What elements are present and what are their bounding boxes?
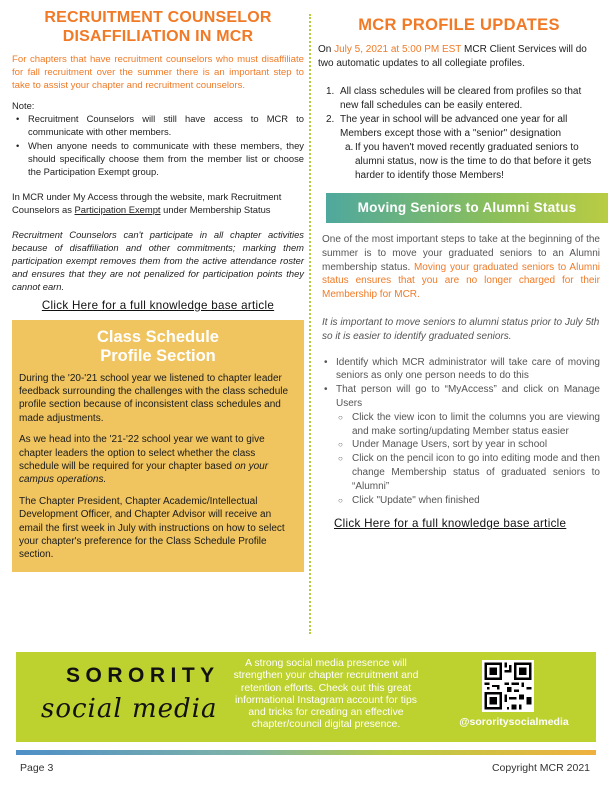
sub-list-item: [340, 141, 600, 183]
seniors-italic-note: It is important to move seniors to alumni status prior to July 5th so it is easier to identify graduated seniors.: [322, 316, 600, 342]
class-schedule-p2: [19, 433, 297, 487]
step-item: [322, 383, 600, 507]
mcr-profile-intro: [318, 43, 600, 71]
access-instructions: [12, 190, 304, 216]
participation-exempt-link[interactable]: Participation Exempt: [74, 203, 161, 215]
social-media-script: social media: [41, 694, 218, 724]
sub-step-item: ○ Click the view icon to limit the columns you are viewing and make sorting/updating Member status easier: [336, 411, 600, 439]
class-schedule-box: [12, 320, 304, 572]
sub-list-letter: a.: [345, 142, 354, 153]
kb-article-link-left[interactable]: Click Here for a full knowledge base article: [41, 298, 275, 312]
seniors-paragraph: [322, 233, 600, 302]
right-column: [318, 8, 600, 530]
intro-a: On: [318, 44, 335, 55]
class-schedule-title-line2: Profile Section: [100, 346, 216, 365]
list-text: All class schedules will be cleared from profiles so that new fall schedules can be easily entered.: [340, 86, 582, 111]
note-item: • Recruitment Counselors will still have access to MCR to communicate with other members.: [12, 112, 304, 138]
list-item: [318, 85, 600, 113]
sub-step-item: ○ Click on the pencil icon to go into editing mode and then change Membership status of graduated seniors to “Alumni”: [336, 452, 600, 493]
access-text-b: under Membership Status: [160, 203, 271, 215]
disaffiliation-title-line2: DISAFFILIATION IN MCR: [62, 28, 254, 45]
sub-step-item: ○ Click "Update" when finished: [336, 494, 600, 508]
left-column: [12, 8, 304, 572]
update-list: [318, 85, 600, 183]
list-number: 2.: [326, 114, 335, 125]
sub-steps: [336, 411, 600, 508]
copyright: Copyright MCR 2021: [491, 762, 590, 774]
intro-b: MCR Client Services will do two automatic updates to all collegiate profiles.: [318, 44, 587, 69]
class-schedule-p1: During the '20-'21 school year we listened to chapter leader feedback surrounding the challenges with the class schedule profile section because of inconsistent class schedules and made adjustments.: [19, 372, 289, 424]
access-text-a: In MCR under My Access through the website, mark Recruitment Counselors as: [12, 190, 282, 215]
step-text: That person will go to “MyAccess” and click on Manage Users: [336, 384, 600, 409]
list-item: [318, 113, 600, 183]
sub-step-item: ○ Under Manage Users, sort by year in school: [336, 438, 600, 452]
update-date: July 5, 2021 at 5:00 PM EST: [334, 44, 462, 55]
sorority-wordmark: SORORITY: [66, 664, 220, 687]
class-schedule-p2a: As we head into the '21-'22 school year we want to give chapter leaders the option to select whether the class schedule will be required for your chapter based: [19, 434, 265, 473]
list-text: The year in school will be advanced one year for all Members except those with a "senior" designation: [340, 114, 568, 139]
social-media-text: A strong social media presence will strengthen your chapter recruitment and retention efforts. Check out this great informational Instagram account for tips and tricks for creating an effective chapter/council digital presence.: [233, 658, 419, 731]
list-number: 1.: [326, 86, 335, 97]
note-item: • When anyone needs to communicate with these members, they should specifically choose them from the member list or choose the Participation Exempt group.: [12, 139, 304, 178]
class-schedule-title: [19, 328, 297, 366]
footer-divider: [16, 750, 596, 755]
seniors-para-orange: Moving your graduated seniors to Alumni status ensures that you are no longer charged for their Membership for MCR.: [322, 261, 600, 301]
disaffiliation-title: [12, 8, 304, 46]
kb-article-link-right[interactable]: Click Here for a full knowledge base article: [334, 517, 567, 531]
moving-seniors-banner: Moving Seniors to Alumni Status: [326, 193, 608, 223]
page-number: Page 3: [20, 762, 54, 774]
sub-list-text: If you haven't moved recently graduated seniors to alumni status, now is the time to do that before it gets harder to identify those Members!: [355, 142, 592, 181]
note-label: Note:: [12, 99, 35, 111]
class-schedule-p3: The Chapter President, Chapter Academic/Intellectual Development Officer, and Chapter Advisor will receive an email the first week in July with instructions on how to select your chapter's preference for the Class Schedule Profile section.: [19, 495, 285, 561]
note-list: [12, 112, 304, 178]
disaffiliation-title-line1: RECRUITMENT COUNSELOR: [44, 9, 272, 26]
disaffiliation-intro: For chapters that have recruitment counselors who must disaffiliate for fall recruitment over the summer there is an important step to take to assist your chapter and recruitment counselors.: [12, 54, 304, 92]
column-divider: [309, 14, 311, 634]
seniors-para-a: One of the most important steps to take at the beginning of the summer is to move your graduated seniors to an Alumni membership status.: [322, 234, 600, 273]
mcr-profile-title: MCR PROFILE UPDATES: [358, 16, 560, 34]
seniors-steps: [322, 356, 600, 508]
qr-code-icon[interactable]: [482, 660, 534, 712]
sub-list: [340, 141, 600, 183]
instagram-handle[interactable]: @sororitysocialmedia: [459, 716, 569, 728]
disaffiliation-explanation: Recruitment Counselors can't participate in all chapter activities because of disaffiliation and other commitments; marking them participation exempt removes them from the active attendance roster and ensures that they are not penalized for participation points they cannot earn.: [12, 228, 304, 292]
social-media-banner: [16, 652, 596, 742]
class-schedule-title-line1: Class Schedule: [97, 327, 219, 346]
step-item: • Identify which MCR administrator will take care of moving seniors as only one person needs to do this: [322, 356, 600, 384]
class-schedule-p2b: on your campus operations.: [19, 461, 269, 486]
